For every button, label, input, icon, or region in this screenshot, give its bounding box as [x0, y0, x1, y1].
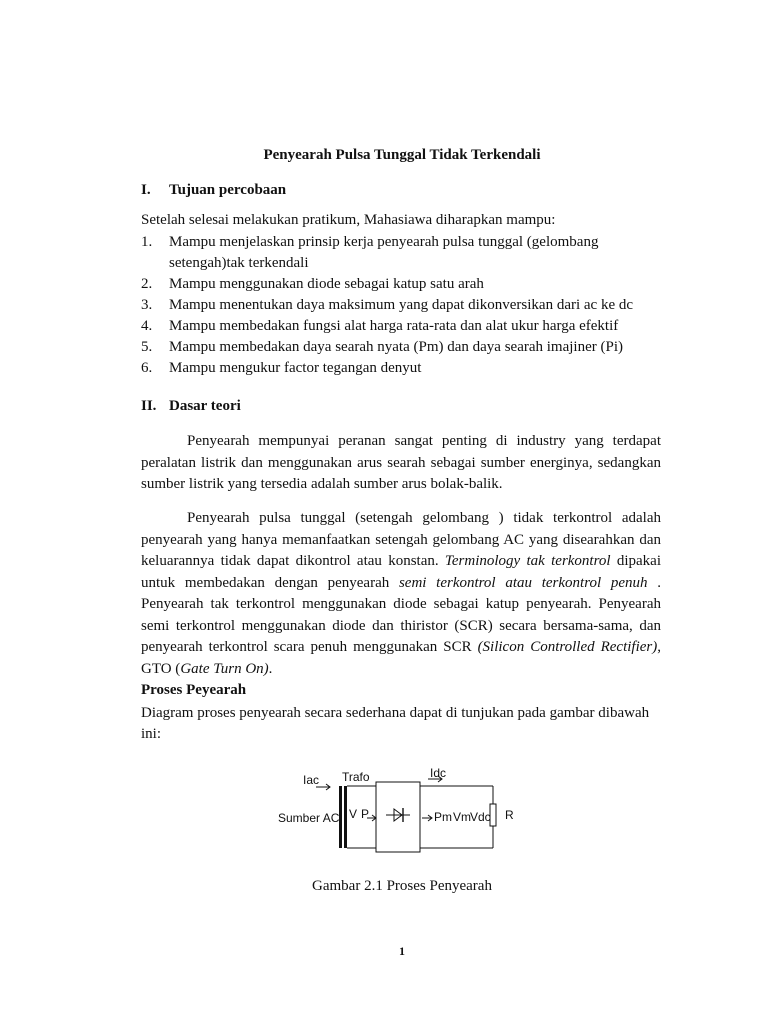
paragraph-2-italic-b: semi terkontrol atau terkontrol penuh — [398, 574, 648, 591]
output-arrow-icon — [422, 815, 432, 821]
paragraph-2-text-a: Penyearah pulsa tunggal (setengah gelombang ) tidak terkontrol adalah penyearah yang hanya memanfaatkan setengah gelombang AC yang disearahkan dan keluarannya tidak dapat dikontrol atau konstan. — [141, 510, 661, 569]
paragraph-2 — [141, 508, 661, 680]
transformer-core-left — [339, 786, 342, 848]
idc-label: Idc — [430, 766, 447, 780]
paragraph-2-text-c: . Penyearah tak terkontrol menggunakan diode sebagai katup penyearah. Penyearah semi terkontrol menggunakan diode dan thiristor (SCR) secara bersama-sama, dan penyearah terkontrol scara penuh menggunakan SCR — [141, 574, 661, 655]
section-1-number: I. — [141, 182, 151, 198]
v-label: V — [349, 807, 358, 821]
section-1-title: Tujuan percobaan — [169, 182, 287, 198]
list-item-number: 1. — [141, 234, 153, 250]
paragraph-2-text-b: dipakai untuk membedakan dengan penyearah — [141, 553, 662, 591]
list-item-number: 3. — [141, 297, 153, 313]
p-label: P — [361, 807, 370, 821]
list-item — [141, 232, 671, 274]
vm-label: Vm — [453, 810, 471, 824]
list-item — [141, 337, 671, 358]
list-item-number: 2. — [141, 276, 153, 292]
list-item — [141, 274, 671, 295]
source-label: Sumber AC — [278, 811, 340, 825]
document-title: Penyearah Pulsa Tunggal Tidak Terkendali — [263, 147, 541, 163]
figure-caption: Gambar 2.1 Proses Penyearah — [312, 878, 492, 894]
list-item — [141, 295, 671, 316]
list-item-text: Mampu menggunakan diode sebagai katup satu arah — [169, 276, 484, 292]
paragraph-2-italic-d: Gate Turn On) — [180, 660, 269, 677]
paragraph-1: Penyearah mempunyai peranan sangat penting di industry yang terdapat peralatan listrik dan menggunakan arus searah sebagai sumber energinya, sedangkan sumber listrik yang tersedia adalah sumber arus bolak-balik. — [141, 433, 661, 492]
pm-label: Pm — [434, 810, 452, 824]
resistor-icon — [490, 804, 496, 826]
section-2-number: II. — [141, 398, 157, 414]
process-heading: Proses Peyearah — [141, 682, 247, 698]
paragraph-2-text-e: . — [268, 660, 273, 677]
paragraph-2-italic-c: (Silicon Controlled Rectifier) — [477, 639, 658, 655]
r-label: R — [505, 808, 514, 822]
list-item-number: 4. — [141, 318, 153, 334]
rectifier-diagram — [270, 760, 530, 860]
list-item-number: 5. — [141, 339, 153, 355]
page-number: 1 — [399, 944, 405, 958]
vdc-label: Vdc — [470, 810, 491, 824]
list-item-text: Mampu menentukan daya maksimum yang dapat dikonversikan dari ac ke dc — [169, 297, 634, 313]
transformer-core-right — [344, 786, 347, 848]
list-item — [141, 358, 671, 379]
section-1-heading — [141, 182, 286, 199]
objectives-list — [141, 232, 671, 379]
section-1-intro: Setelah selesai melakukan pratikum, Mahasiawa diharapkan mampu: — [141, 212, 556, 228]
process-text: Diagram proses penyearah secara sederhana dapat di tunjukan pada gambar dibawah ini: — [141, 705, 650, 742]
list-item-text: Mampu menjelaskan prinsip kerja penyearah pulsa tunggal (gelombang setengah)tak terkendali — [169, 234, 599, 271]
list-item-text: Mampu membedakan fungsi alat harga rata-rata dan alat ukur harga efektif — [169, 318, 619, 334]
rectifier-block — [376, 782, 420, 852]
diode-icon — [386, 808, 410, 822]
section-2-title: Dasar teori — [169, 398, 241, 414]
list-item-text: Mampu membedakan daya searah nyata (Pm) dan daya searah imajiner (Pi) — [169, 339, 623, 355]
paragraph-2-italic-a: Terminology tak terkontrol — [444, 553, 611, 569]
section-2-heading — [141, 398, 241, 415]
trafo-label: Trafo — [342, 770, 370, 784]
list-item-number: 6. — [141, 360, 153, 376]
list-item — [141, 316, 671, 337]
iac-label: Iac — [303, 773, 320, 787]
list-item-text: Mampu mengukur factor tegangan denyut — [169, 360, 422, 376]
paragraph-2-text-d: , GTO ( — [141, 639, 661, 677]
